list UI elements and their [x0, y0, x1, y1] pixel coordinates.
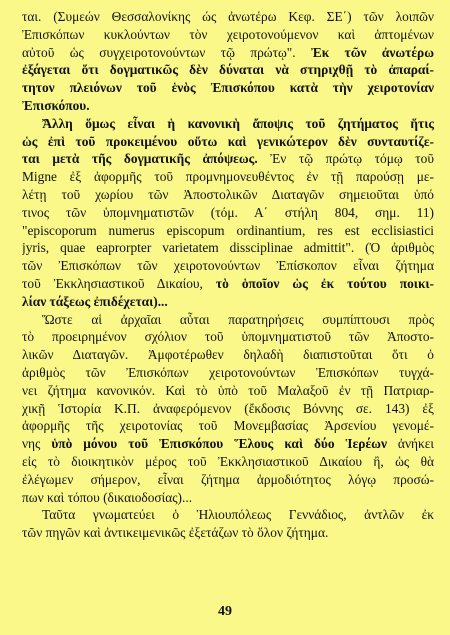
text-line: χικῇ Ἱστορία Κ.Π. ἀναφερόμενον (ἔκδοσις Βόννης σε. 143) ἐξ	[22, 400, 434, 416]
text-line: Ἐπισκόπου.	[22, 97, 90, 113]
text-line: αὐτοῦ ὡς συγχειροτονούντων τῷ πρώτῳ". Ἐκ τῶν ἀνωτέρω	[22, 44, 434, 60]
text-line: ἀριθμὸς τῶν Ἐπισκόπων χειροτονούντων Ἐπισκόπων τυγχά-	[22, 364, 434, 380]
text-line: Ὥστε αἱ ἀρχαῖαι αὗται παρατηρήσεις συμπίπτουσι πρὸς	[42, 311, 434, 327]
text-line: ται μετὰ τῆς δογματικῆς ἀπόψεως. Ἐν τῷ πρώτῳ τόμῳ τοῦ	[22, 151, 434, 167]
text-line: jyris, quae eaprorpter varietatem dissciplinae admittit". (Ὁ ἀριθμὸς	[22, 240, 434, 256]
text-line: "episcoporum numerus episcopum ordinantium, res est ecclisiastici	[22, 222, 434, 238]
text-line: νης ὑπὸ μόνου τοῦ Ἐπισκόπου Ἕλους καὶ δύο Ἱερέων ἀνήκει	[22, 436, 434, 452]
body-text	[22, 8, 434, 542]
text-line: εἰς τὸ διοικητικὸν μέρος τοῦ Ἐκκλησιαστικοῦ Δικαίου ἢ, ὡς θὰ	[22, 453, 434, 469]
text-line: ται. (Συμεών Θεσσαλονίκης ώς ἀνωτέρω Κεφ. ΣΕ΄) τῶν λοιπῶν	[22, 9, 434, 24]
text-line: λέτῃ τοῦ χωρίου τῶν Ἀποστολικῶν Διαταγῶν σημειοῦται ὑπό	[22, 186, 434, 202]
text-line: ἐλέγωμεν σήμερον, εἶναι ζήτημα ἁρμοδιότητος λόγῳ προσώ-	[22, 471, 434, 487]
text-line: πων καὶ τόπου (δικαιοδοσίας)...	[22, 489, 193, 505]
text-line: τῶν Ἐπισκόπων τῶν χειροτονούντων Ἐπίσκοπον εἶναι ζήτημα	[22, 258, 434, 274]
text-line: ἐξάγεται ὅτι δογματικῶς δὲν δύναται νὰ στηριχθῇ τὸ ἀπαραί-	[22, 62, 434, 78]
text-line: Migne ἐξ ἀφορμῆς τοῦ προμνημονευθέντος ἐν τῇ παρούσῃ με-	[22, 169, 434, 185]
page-number: 49	[218, 604, 232, 619]
text-line: τινος τῶν ὑπομνηματιστῶν (τόμ. Α΄ στήλη 804, σημ. 11)	[22, 204, 434, 220]
text-line: Ταῦτα γνωματεύει ὁ Ἡλιουπόλεως Γεννάδιος, ἀντλῶν ἐκ	[42, 507, 434, 523]
text-line: τὸ προειρημένον σχόλιον τοῦ ὑπομνηματιστοῦ τῶν Ἀποστο-	[22, 329, 434, 345]
text-line: τῶν πηγῶν καὶ ἀντικειμενικῶς ἐξετάζων τὸ ὅλον ζήτημα.	[22, 525, 329, 541]
text-line: τοῦ Ἐκκλησιαστικοῦ Δικαίου, τὸ ὁποῖον ὡς ἐκ τούτου ποικι-	[22, 275, 434, 291]
text-line: νει ζήτημα κανονικόν. Καὶ τὸ ὑπὸ τοῦ Μαλαξοῦ ἐν τῇ Πατριαρ-	[22, 382, 434, 398]
text-line: λικῶν Διαταγῶν. Ἀμφοτέρωθεν δηλαδὴ διαπιστοῦται ὅτι ὁ	[22, 347, 434, 363]
text-line: Ἐπισκόπων κυκλούντων τὸν χειροτονούμενον καὶ ἁπτομένων	[22, 26, 434, 42]
text-line: ἀφορμῆς τῆς χειροτονίας τοῦ Μονεμβασίας Ἀρσενίου γενομέ-	[22, 418, 434, 434]
text-line: ὡς ἐπὶ τοῦ προκειμένου οὕτω καὶ γενικώτερον δὲν συνταυτίζε-	[22, 133, 434, 149]
text-line: Ἄλλη ὅμως εἶναι ἡ κανονικὴ ἄποψις τοῦ ζητήματος ἥτις	[42, 115, 434, 131]
text-line: λίαν τάξεως ἐπιδέχεται)...	[22, 293, 168, 309]
text-line: τητον πλειόνων τοῦ ἑνὸς Ἐπισκόπου κατὰ τὴν χειροτονίαν	[22, 80, 434, 96]
